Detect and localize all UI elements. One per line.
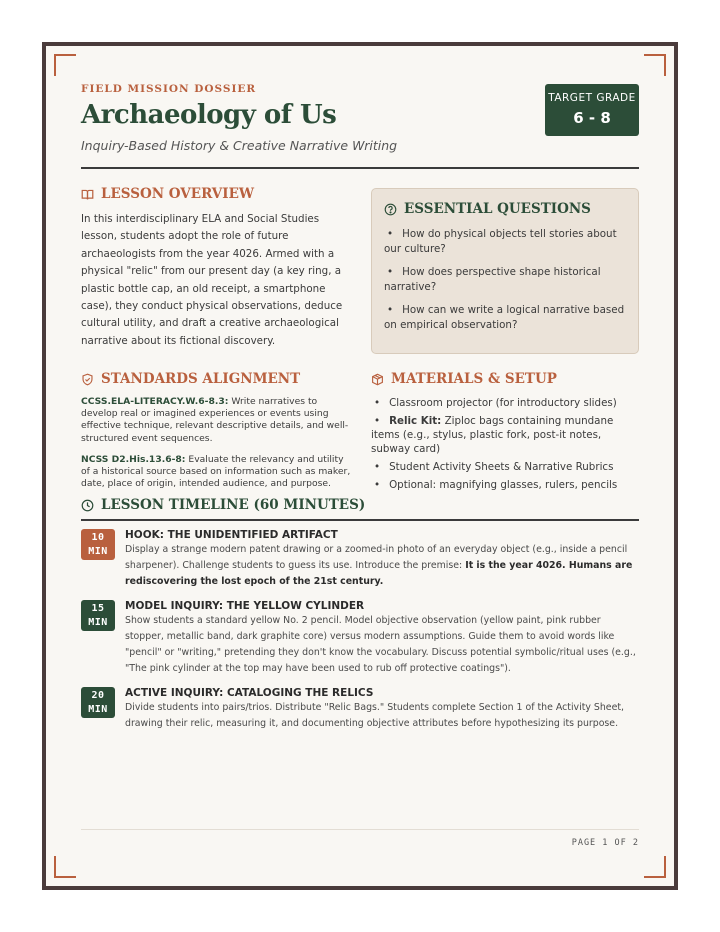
segment-text: Show students a standard yellow No. 2 pencil. Model objective observation (yellow paint, pink rubber stopper, metallic band, dark graphite core) versus modern assumptions. Guide them to avoid words like "pencil" or "writing," pretending they don't know the vocabulary. Discuss potential symbolic/ritual uses (e.g., "The pink cylinder at the top may have been used to rub off protective coatings"). [125, 614, 636, 674]
overview-heading [81, 186, 351, 202]
duration-minutes: 15 [91, 602, 105, 614]
standard-item [81, 454, 351, 491]
lesson-timeline [81, 497, 639, 732]
corner-mark [644, 54, 666, 76]
dossier-page [42, 42, 678, 890]
standard-text: Evaluate the relevancy and utility of a historical source based on information such as maker, date, place of origin, intended audience, and purpose. [81, 453, 351, 490]
grade-label: TARGET GRADE [548, 92, 636, 104]
segment-title: MODEL INQUIRY: THE YELLOW CYLINDER [125, 599, 365, 612]
duration-badge [81, 529, 115, 560]
duration-minutes: 20 [91, 689, 105, 701]
duration-unit: MIN [88, 703, 108, 715]
duration-badge [81, 687, 115, 718]
material-item [371, 414, 639, 456]
lesson-overview [81, 186, 351, 350]
header-divider [81, 167, 639, 169]
question-circle-icon [384, 203, 397, 216]
standard-item [81, 396, 351, 445]
questions-heading [384, 201, 626, 217]
page-title: Archaeology of Us [81, 100, 337, 130]
questions-list [384, 227, 626, 333]
duration-unit: MIN [88, 545, 108, 557]
standards-heading [81, 371, 351, 387]
book-icon [81, 188, 94, 201]
clock-icon [81, 499, 94, 512]
material-item-text: Ziploc bags containing mundane items (e.g., stylus, plastic fork, post-it notes, subway card) [371, 415, 614, 455]
standard-text: Write narratives to develop real or imagined experiences or events using effective technique, relevant descriptive details, and well-structured event sequences. [81, 396, 349, 444]
questions-heading-text: ESSENTIAL QUESTIONS [404, 201, 591, 217]
segment-text: Divide students into pairs/trios. Distribute "Relic Bags." Students complete Section 1 of the Activity Sheet, drawing their relic, measuring it, and documenting objective attributes before hypothesizing its purpose. [125, 701, 624, 729]
page-number: PAGE 1 OF 2 [571, 838, 639, 848]
materials-heading [371, 371, 639, 387]
timeline-segment [81, 529, 639, 590]
timeline-divider [81, 519, 639, 521]
material-item-bold: Relic Kit: [389, 415, 442, 427]
materials-heading-text: MATERIALS & SETUP [391, 371, 557, 387]
shield-check-icon [81, 373, 94, 386]
box-icon [371, 373, 384, 386]
corner-mark [54, 856, 76, 878]
duration-unit: MIN [88, 616, 108, 628]
corner-mark [644, 856, 666, 878]
segment-title: ACTIVE INQUIRY: CATALOGING THE RELICS [125, 686, 374, 699]
standards-heading-text: STANDARDS ALIGNMENT [101, 371, 301, 387]
grade-value: 6 - 8 [573, 109, 611, 127]
question-item: • How can we write a logical narrative based on empirical observation? [384, 303, 626, 333]
corner-mark [54, 54, 76, 76]
essential-questions-panel [371, 188, 639, 354]
standard-code: NCSS D2.His.13.6-8: [81, 453, 186, 465]
duration-badge [81, 600, 115, 631]
question-item: • How do physical objects tell stories about our culture? [384, 227, 626, 257]
overview-text: In this interdisciplinary ELA and Social Studies lesson, students adopt the role of future archaeologists from the year 4026. Armed with a physical "relic" from our present day (a key ring, a plastic bottle cap, an old receipt, a smartphone case), they conduct physical observations, deduce cultural utility, and draft a creative archaeological narrative about its fictional discovery. [81, 213, 343, 347]
kicker: FIELD MISSION DOSSIER [81, 83, 257, 95]
segment-title: HOOK: THE UNIDENTIFIED ARTIFACT [125, 528, 338, 541]
footer-divider [81, 829, 639, 830]
materials-setup [371, 371, 639, 496]
grade-badge [545, 84, 639, 136]
page-subtitle: Inquiry-Based History & Creative Narrative Writing [81, 138, 398, 153]
material-item: • Optional: magnifying glasses, rulers, pencils [371, 478, 639, 492]
standards-alignment [81, 371, 351, 490]
timeline-heading-text: LESSON TIMELINE (60 MINUTES) [101, 497, 366, 513]
material-item: • Student Activity Sheets & Narrative Rubrics [371, 460, 639, 474]
timeline-segment [81, 687, 639, 732]
material-item: • Classroom projector (for introductory slides) [371, 396, 639, 410]
timeline-heading [81, 497, 639, 513]
segment-text-bold: It is the year 4026. Humans are rediscovering the lost epoch of the 21st century. [125, 559, 633, 587]
standard-code: CCSS.ELA-LITERACY.W.6-8.3: [81, 396, 229, 407]
segment-text [125, 542, 639, 590]
question-item: • How does perspective shape historical narrative? [384, 265, 626, 295]
materials-list [371, 396, 639, 492]
duration-minutes: 10 [91, 531, 105, 543]
overview-heading-text: LESSON OVERVIEW [101, 186, 255, 202]
segment-text-body: Display a strange modern patent drawing or a zoomed-in photo of an everyday object (e.g., inside a pencil sharpener). Challenge students to guess its use. Introduce the premise: [125, 543, 628, 571]
timeline-segment [81, 600, 639, 677]
